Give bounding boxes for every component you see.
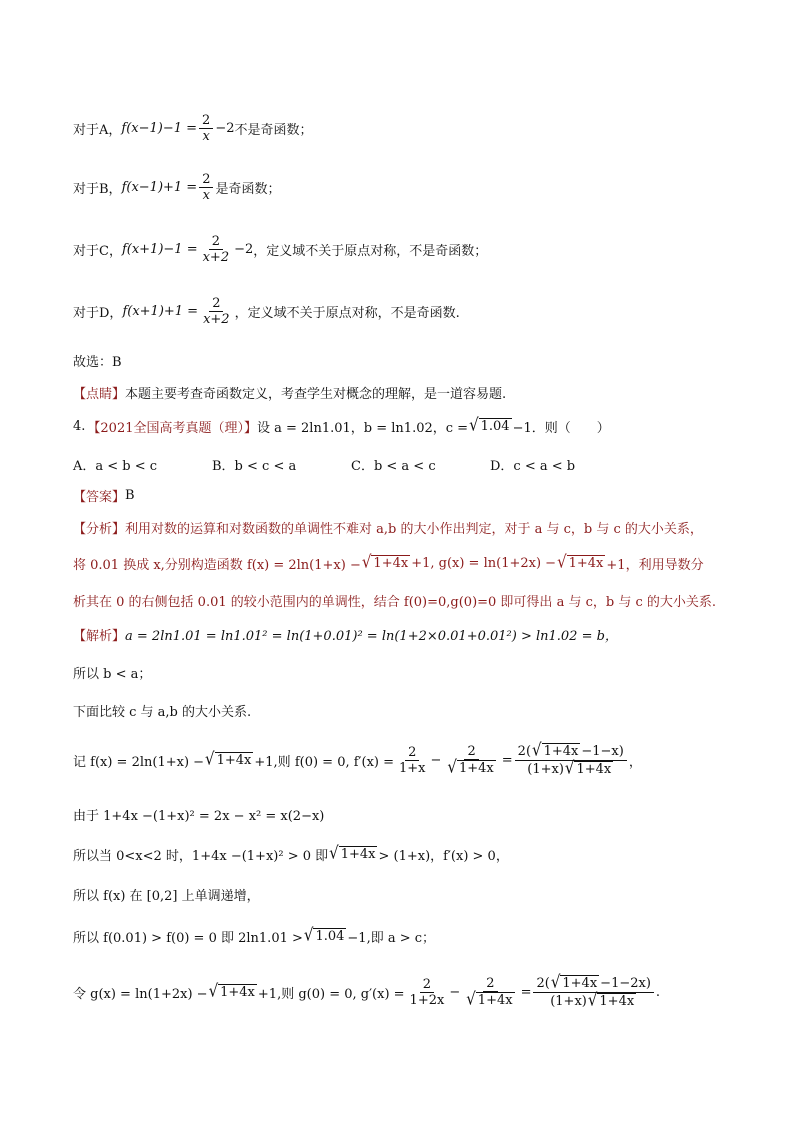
solution-text: 所以 b < a； bbox=[73, 667, 152, 682]
fraction: 2( √ 1+4x −1−2x) (1+x) √ 1+4x bbox=[533, 975, 653, 1010]
solution-text: 所以 f(0.01) > f(0) = 0 即 2ln1.01 > bbox=[73, 931, 303, 946]
solution-text: 由于 1+4x −(1+x)² = 2x − x² = x(2−x) bbox=[73, 809, 325, 824]
solution-text: −1,即 a > c； bbox=[347, 931, 436, 946]
fraction: 2( √ 1+4x −1−x) (1+x) √ 1+4x bbox=[515, 743, 627, 778]
fraction bbox=[200, 234, 233, 265]
solution-text: 所以当 0<x<2 时，1+4x −(1+x)² > 0 即 bbox=[73, 849, 329, 864]
numerator-part: −1−2x) bbox=[600, 976, 651, 991]
solution-line-7 bbox=[73, 885, 754, 904]
option-b-analysis bbox=[73, 172, 754, 203]
option-d-analysis bbox=[73, 296, 754, 327]
option-a-analysis bbox=[73, 113, 754, 144]
analysis-text: 析其在 0 的右侧包括 0.01 的较小范围内的单调性，结合 f(0)=0,g(0)=0 即可得出 a 与 c，b 与 c 的大小关系. bbox=[73, 595, 716, 610]
sqrt-expression: √ 1+4x bbox=[361, 551, 409, 573]
analysis-text: 将 0.01 换成 x,分别构造函数 f(x) = 2ln(1+x) − bbox=[73, 558, 361, 573]
comment-text: 本题主要考查奇函数定义，考查学生对概念的理解，是一道容易题. bbox=[125, 387, 507, 402]
answer-label: 【答案】 bbox=[73, 490, 126, 505]
expression: f(x+1)−1 = bbox=[121, 242, 198, 257]
analysis-text: 利用对数的运算和对数函数的单调性不难对 a,b 的大小作出判定，对于 a 与 c，b 与 c 的大小关系， bbox=[125, 522, 703, 537]
sqrt-expression: √ 1+4x bbox=[557, 551, 604, 573]
line-suffix: 不是奇函数； bbox=[234, 123, 313, 138]
analysis-line-2 bbox=[73, 551, 754, 573]
analysis-label: 【分析】 bbox=[73, 522, 126, 537]
denominator: x bbox=[202, 129, 210, 144]
expression-tail: −2 bbox=[234, 242, 254, 257]
sqrt-expression: √ 1+4x bbox=[208, 980, 255, 1002]
denominator-part: (1+x) bbox=[550, 994, 587, 1009]
selection-line bbox=[73, 351, 754, 370]
numerator: 2 bbox=[199, 172, 213, 188]
sqrt-body: 1+4x bbox=[477, 993, 513, 1008]
numerator: 2 bbox=[209, 296, 223, 312]
question-stem-tail: −1．则（ ） bbox=[512, 421, 610, 436]
sqrt-expression: √ 1.04 bbox=[469, 414, 510, 436]
choice-a: A．a < b < c bbox=[73, 459, 158, 474]
solution-text: +1,则 g(0) = 0, g′(x) = bbox=[257, 987, 405, 1002]
fraction bbox=[199, 113, 213, 144]
numerator: 2 bbox=[483, 976, 497, 992]
answer-text: B bbox=[125, 488, 135, 503]
solution-line-2 bbox=[73, 663, 754, 682]
sqrt-body: 1.04 bbox=[315, 929, 345, 944]
selection-text: 故选：B bbox=[73, 355, 122, 370]
solution-line-9: 令 g(x) = ln(1+2x) − √ 1+4x +1,则 g(0) = 0, g′(x) = $\frac{2}{1+2x}$ − 2 √ 1+4x = 2( √ 1+4x −1−2x) (1+x) √ 1+4x . bbox=[73, 971, 661, 1011]
answer-line bbox=[73, 486, 754, 505]
choice-c: C．b < a < c bbox=[351, 459, 436, 474]
sqrt-body: 1+4x bbox=[576, 762, 612, 777]
numerator: 2 bbox=[420, 977, 434, 993]
denominator: x bbox=[202, 188, 211, 203]
sqrt-expression: √ 1+4x bbox=[329, 842, 376, 864]
line-prefix: 对于B， bbox=[73, 182, 122, 197]
sqrt-body: 1+4x bbox=[599, 994, 635, 1009]
numerator-part: 2( bbox=[536, 976, 550, 991]
analysis-text: +1, g(x) = ln(1+2x) − bbox=[411, 556, 557, 571]
comment-line bbox=[73, 383, 754, 402]
solution-line-1 bbox=[73, 625, 754, 644]
question-stem: 设 a = 2ln1.01，b = ln1.02，c = bbox=[257, 421, 469, 436]
numerator-part: 2( bbox=[517, 744, 532, 759]
solution-text: +1,则 f(0) = 0, f′(x) = bbox=[254, 755, 395, 770]
question-4-choices bbox=[73, 455, 754, 474]
sqrt-body: 1+4x bbox=[373, 556, 409, 571]
fraction bbox=[199, 172, 213, 203]
numerator-part: −1−x) bbox=[581, 744, 624, 759]
sqrt-body: 1.04 bbox=[480, 419, 510, 434]
sqrt-body: 1+4x bbox=[562, 976, 598, 991]
question-number: 4. bbox=[73, 419, 86, 434]
question-4-stem bbox=[73, 414, 754, 436]
numerator: 2 bbox=[464, 744, 478, 760]
sqrt-body: 1+4x bbox=[216, 753, 252, 768]
expression: f(x−1)−1 = bbox=[121, 121, 198, 136]
expression-tail: −2 bbox=[215, 121, 235, 136]
choice-b: B．b < c < a bbox=[212, 459, 297, 474]
line-suffix: 是奇函数； bbox=[215, 182, 281, 197]
analysis-text: +1，利用导数分 bbox=[606, 558, 704, 573]
sqrt-expression: √ 1+4x bbox=[205, 748, 252, 770]
sqrt-body: 1+4x bbox=[543, 744, 579, 759]
numerator: 2 bbox=[209, 234, 223, 250]
fraction bbox=[200, 296, 233, 327]
line-suffix: ，定义域不关于原点对称，不是奇函数. bbox=[234, 306, 460, 321]
expression: f(x−1)+1 = bbox=[121, 180, 198, 195]
line-prefix: 对于D， bbox=[73, 306, 123, 321]
denominator: 1+2x bbox=[409, 993, 445, 1008]
option-c-analysis bbox=[73, 234, 754, 265]
solution-line-4: 记 f(x) = 2ln(1+x) − √ 1+4x +1,则 f(0) = 0, f′(x) = $\frac{2}{1+x}$ − 2 √ 1+4x = 2( √ 1+4x −1−x) (1+x) √ 1+4x ， bbox=[73, 739, 642, 779]
denominator: x+2 bbox=[203, 312, 230, 327]
numerator: 2 bbox=[405, 745, 419, 761]
sqrt-body: 1+4x bbox=[458, 761, 494, 776]
line-prefix: 对于A， bbox=[73, 123, 122, 138]
solution-text: > (1+x)，f′(x) > 0， bbox=[378, 849, 509, 864]
solution-text: a = 2ln1.01 = ln1.01² = ln(1+0.01)² = ln(1+2×0.01+0.01²) > ln1.02 = b， bbox=[125, 629, 618, 644]
sqrt-expression: √ 1.04 bbox=[303, 924, 345, 946]
line-prefix: 对于C， bbox=[73, 244, 122, 259]
sqrt-body: 1+4x bbox=[340, 847, 376, 862]
fraction bbox=[396, 745, 429, 776]
denominator: 1+x bbox=[399, 761, 426, 776]
sqrt-body: 1+4x bbox=[568, 556, 604, 571]
sqrt-body: 1+4x bbox=[220, 985, 255, 1000]
line-suffix: ，定义域不关于原点对称，不是奇函数； bbox=[253, 244, 488, 259]
denominator: x+2 bbox=[202, 250, 230, 265]
fraction: 2 √ 1+4x bbox=[447, 744, 494, 778]
question-source: 【2021全国高考真题（理）】 bbox=[87, 421, 257, 436]
solution-line-6 bbox=[73, 842, 754, 864]
solution-line-5 bbox=[73, 805, 754, 824]
choice-d: D．c < a < b bbox=[490, 459, 576, 474]
numerator: 2 bbox=[199, 113, 213, 129]
solution-label: 【解析】 bbox=[73, 629, 126, 644]
denominator-part: (1+x) bbox=[527, 762, 564, 777]
comment-label: 【点睛】 bbox=[73, 387, 126, 402]
solution-text: 下面比较 c 与 a,b 的大小关系. bbox=[73, 705, 252, 720]
analysis-line-3 bbox=[73, 591, 754, 610]
solution-text: 所以 f(x) 在 [0,2] 上单调递增， bbox=[73, 889, 260, 904]
solution-text: 令 g(x) = ln(1+2x) − bbox=[73, 987, 208, 1002]
analysis-line-1 bbox=[73, 518, 754, 537]
fraction bbox=[407, 977, 448, 1008]
solution-text: 记 f(x) = 2ln(1+x) − bbox=[73, 755, 205, 770]
expression: f(x+1)+1 = bbox=[122, 304, 199, 319]
solution-line-8 bbox=[73, 924, 754, 946]
solution-line-3 bbox=[73, 701, 754, 720]
fraction: 2 √ 1+4x bbox=[466, 976, 513, 1010]
